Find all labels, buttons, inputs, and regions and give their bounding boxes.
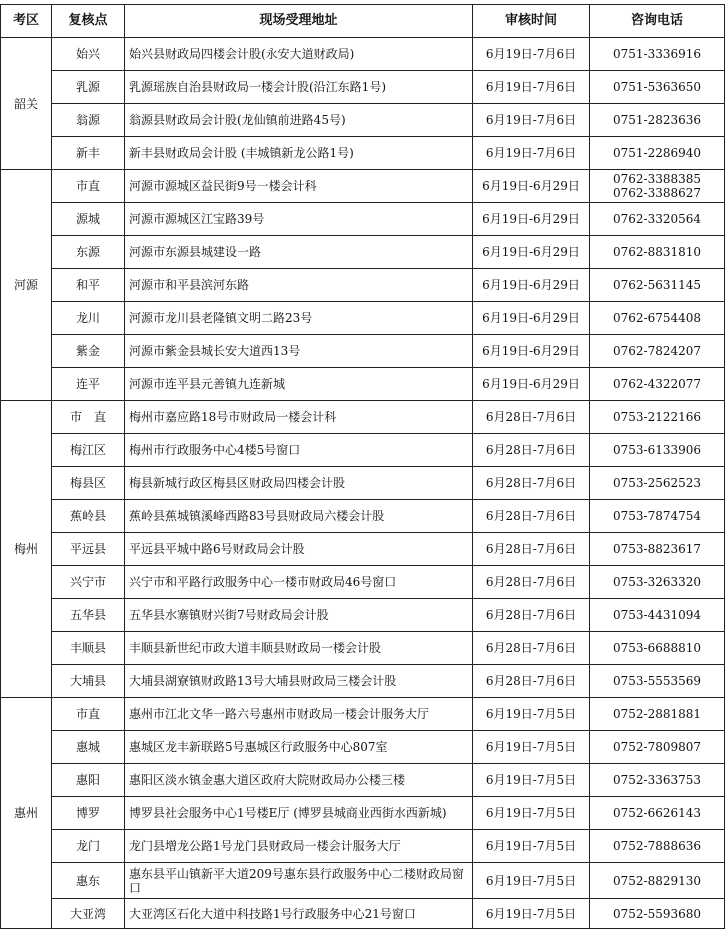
- header-review-point: 复核点: [52, 5, 125, 38]
- address-cell: 惠州市江北文华一路六号惠州市财政局一楼会计服务大厅: [125, 698, 473, 731]
- phone-cell: [590, 698, 725, 731]
- address-cell: 惠城区龙丰新联路5号惠城区行政服务中心807室: [125, 731, 473, 764]
- table-row: [1, 500, 725, 533]
- phone-cell: [590, 203, 725, 236]
- review-time-cell: 6月28日-7月6日: [473, 467, 590, 500]
- phone-number: 0753-5553569: [612, 674, 702, 688]
- phone-cell: [590, 269, 725, 302]
- phone-cell: [590, 71, 725, 104]
- review-point-cell: 惠阳: [52, 764, 125, 797]
- review-point-cell: 五华县: [52, 599, 125, 632]
- table-row: [1, 566, 725, 599]
- review-time-cell: 6月19日-6月29日: [473, 335, 590, 368]
- phone-cell: [590, 467, 725, 500]
- address-cell: 大亚湾区石化大道中科技路1号行政服务中心21号窗口: [125, 899, 473, 929]
- phone-number: 0753-6133906: [612, 443, 702, 457]
- address-cell: 梅县新城行政区梅县区财政局四楼会计股: [125, 467, 473, 500]
- phone-number: 0752-6626143: [612, 806, 702, 820]
- address-cell: 河源市源城区江宝路39号: [125, 203, 473, 236]
- review-point-cell: 龙川: [52, 302, 125, 335]
- header-phone: 咨询电话: [590, 5, 725, 38]
- region-cell: 惠州: [1, 698, 52, 929]
- review-point-cell: 乳源: [52, 71, 125, 104]
- phone-number: 0751-2286940: [612, 146, 702, 160]
- review-time-cell: 6月19日-7月5日: [473, 797, 590, 830]
- phone-cell: [590, 434, 725, 467]
- phone-cell: [590, 401, 725, 434]
- review-time-cell: 6月19日-7月6日: [473, 137, 590, 170]
- address-cell: 河源市源城区益民街9号一楼会计科: [125, 170, 473, 203]
- phone-number: 0762-6754408: [612, 311, 702, 325]
- phone-cell: [590, 566, 725, 599]
- phone-cell: [590, 830, 725, 863]
- table-row: [1, 269, 725, 302]
- table-row: [1, 533, 725, 566]
- review-time-cell: 6月19日-7月5日: [473, 698, 590, 731]
- phone-cell: [590, 104, 725, 137]
- address-cell: 河源市和平县滨河东路: [125, 269, 473, 302]
- review-time-cell: 6月19日-6月29日: [473, 302, 590, 335]
- review-point-cell: 市直: [52, 698, 125, 731]
- phone-number: 0753-8823617: [612, 542, 702, 556]
- phone-cell: [590, 38, 725, 71]
- header-address: 现场受理地址: [125, 5, 473, 38]
- table-row: [1, 104, 725, 137]
- phone-number: 0762-3388385: [612, 172, 702, 186]
- phone-cell: [590, 797, 725, 830]
- table-row: [1, 401, 725, 434]
- review-point-cell: 惠城: [52, 731, 125, 764]
- table-body: [1, 38, 725, 929]
- phone-number: 0753-2562523: [612, 476, 702, 490]
- phone-cell: [590, 302, 725, 335]
- phone-cell: [590, 665, 725, 698]
- phone-cell: [590, 599, 725, 632]
- review-time-cell: 6月28日-7月6日: [473, 533, 590, 566]
- header-review-time: 审核时间: [473, 5, 590, 38]
- table-row: [1, 665, 725, 698]
- review-point-cell: 翁源: [52, 104, 125, 137]
- review-time-cell: 6月19日-7月5日: [473, 863, 590, 899]
- review-point-cell: 平远县: [52, 533, 125, 566]
- table-row: [1, 38, 725, 71]
- review-point-cell: 大埔县: [52, 665, 125, 698]
- review-point-cell: 兴宁市: [52, 566, 125, 599]
- address-cell: 始兴县财政局四楼会计股(永安大道财政局): [125, 38, 473, 71]
- address-cell: 乳源瑶族自治县财政局一楼会计股(沿江东路1号): [125, 71, 473, 104]
- review-time-cell: 6月28日-7月6日: [473, 434, 590, 467]
- phone-number: 0762-7824207: [612, 344, 702, 358]
- review-time-cell: 6月28日-7月6日: [473, 599, 590, 632]
- table-row: [1, 731, 725, 764]
- header-row: [1, 5, 725, 38]
- phone-cell: [590, 500, 725, 533]
- phone-number: 0753-6688810: [612, 641, 702, 655]
- header-region: 考区: [1, 5, 52, 38]
- region-cell: 梅州: [1, 401, 52, 698]
- address-cell: 梅州市行政服务中心4楼5号窗口: [125, 434, 473, 467]
- address-cell: 翁源县财政局会计股(龙仙镇前进路45号): [125, 104, 473, 137]
- review-point-cell: 紫金: [52, 335, 125, 368]
- review-time-cell: 6月28日-7月6日: [473, 566, 590, 599]
- phone-number: 0752-7888636: [612, 839, 702, 853]
- table-row: [1, 170, 725, 203]
- review-time-cell: 6月19日-7月6日: [473, 38, 590, 71]
- review-time-cell: 6月19日-6月29日: [473, 203, 590, 236]
- phone-cell: [590, 170, 725, 203]
- address-cell: 惠东县平山镇新平大道209号惠东县行政服务中心二楼财政局窗口: [125, 863, 473, 899]
- review-time-cell: 6月19日-6月29日: [473, 236, 590, 269]
- address-cell: 蕉岭县蕉城镇溪峰西路83号县财政局六楼会计股: [125, 500, 473, 533]
- phone-number: 0762-8831810: [612, 245, 702, 259]
- address-cell: 河源市东源县城建设一路: [125, 236, 473, 269]
- review-point-cell: 梅县区: [52, 467, 125, 500]
- address-cell: 新丰县财政局会计股 (丰城镇新龙公路1号): [125, 137, 473, 170]
- phone-cell: [590, 731, 725, 764]
- review-point-cell: 市 直: [52, 401, 125, 434]
- address-cell: 梅州市嘉应路18号市财政局一楼会计科: [125, 401, 473, 434]
- phone-cell: [590, 764, 725, 797]
- review-point-cell: 市直: [52, 170, 125, 203]
- review-point-cell: 大亚湾: [52, 899, 125, 929]
- table-row: [1, 599, 725, 632]
- review-time-cell: 6月19日-7月5日: [473, 764, 590, 797]
- address-cell: 兴宁市和平路行政服务中心一楼市财政局46号窗口: [125, 566, 473, 599]
- phone-cell: [590, 533, 725, 566]
- table-row: [1, 434, 725, 467]
- table-row: [1, 236, 725, 269]
- table-row: [1, 71, 725, 104]
- phone-number: 0751-3336916: [612, 47, 702, 61]
- review-time-cell: 6月19日-6月29日: [473, 170, 590, 203]
- address-cell: 河源市连平县元善镇九连新城: [125, 368, 473, 401]
- address-cell: 五华县水寨镇财兴街7号财政局会计股: [125, 599, 473, 632]
- review-sites-table: [0, 4, 725, 929]
- address-cell: 龙门县增龙公路1号龙门县财政局一楼会计服务大厅: [125, 830, 473, 863]
- phone-number: 0762-5631145: [612, 278, 702, 292]
- table-row: [1, 335, 725, 368]
- table-row: [1, 899, 725, 929]
- table-row: [1, 302, 725, 335]
- review-point-cell: 丰顺县: [52, 632, 125, 665]
- phone-number: 0762-3320564: [612, 212, 702, 226]
- table-row: [1, 137, 725, 170]
- phone-cell: [590, 863, 725, 899]
- region-cell: 韶关: [1, 38, 52, 170]
- review-time-cell: 6月19日-6月29日: [473, 368, 590, 401]
- review-point-cell: 梅江区: [52, 434, 125, 467]
- table-row: [1, 698, 725, 731]
- phone-number: 0753-7874754: [612, 509, 702, 523]
- review-time-cell: 6月28日-7月6日: [473, 632, 590, 665]
- review-point-cell: 源城: [52, 203, 125, 236]
- phone-number: 0753-3263320: [612, 575, 702, 589]
- review-time-cell: 6月19日-7月6日: [473, 71, 590, 104]
- review-time-cell: 6月28日-7月6日: [473, 500, 590, 533]
- phone-cell: [590, 137, 725, 170]
- review-point-cell: 和平: [52, 269, 125, 302]
- review-point-cell: 惠东: [52, 863, 125, 899]
- address-cell: 河源市紫金县城长安大道西13号: [125, 335, 473, 368]
- phone-number: 0752-8829130: [612, 873, 702, 888]
- phone-number: 0752-3363753: [612, 773, 702, 787]
- review-point-cell: 蕉岭县: [52, 500, 125, 533]
- phone-number: 0752-7809807: [612, 740, 702, 754]
- review-point-cell: 东源: [52, 236, 125, 269]
- review-time-cell: 6月28日-7月6日: [473, 665, 590, 698]
- phone-number: 0751-5363650: [612, 80, 702, 94]
- review-time-cell: 6月19日-7月5日: [473, 830, 590, 863]
- address-cell: 平远县平城中路6号财政局会计股: [125, 533, 473, 566]
- phone-number: 0762-3388627: [612, 186, 702, 200]
- table-row: [1, 467, 725, 500]
- review-time-cell: 6月19日-7月5日: [473, 899, 590, 929]
- phone-cell: [590, 632, 725, 665]
- phone-number: 0762-4322077: [612, 377, 702, 391]
- table-row: [1, 632, 725, 665]
- table-row: [1, 764, 725, 797]
- phone-number: 0751-2823636: [612, 113, 702, 127]
- review-point-cell: 连平: [52, 368, 125, 401]
- phone-cell: [590, 368, 725, 401]
- phone-number: 0752-5593680: [612, 906, 702, 921]
- phone-cell: [590, 899, 725, 929]
- review-point-cell: 始兴: [52, 38, 125, 71]
- address-cell: 博罗县社会服务中心1号楼E厅 (博罗县城商业西街水西新城): [125, 797, 473, 830]
- table-row: [1, 368, 725, 401]
- review-point-cell: 龙门: [52, 830, 125, 863]
- phone-number: 0753-2122166: [612, 410, 702, 424]
- review-time-cell: 6月19日-7月6日: [473, 104, 590, 137]
- review-time-cell: 6月19日-7月5日: [473, 731, 590, 764]
- table-row: [1, 203, 725, 236]
- address-cell: 河源市龙川县老隆镇文明二路23号: [125, 302, 473, 335]
- address-cell: 丰顺县新世纪市政大道丰顺县财政局一楼会计股: [125, 632, 473, 665]
- phone-number: 0753-4431094: [612, 608, 702, 622]
- phone-cell: [590, 335, 725, 368]
- region-cell: 河源: [1, 170, 52, 401]
- phone-number: 0752-2881881: [612, 707, 702, 721]
- table-row: [1, 797, 725, 830]
- review-time-cell: 6月19日-6月29日: [473, 269, 590, 302]
- address-cell: 惠阳区淡水镇金惠大道区政府大院财政局办公楼三楼: [125, 764, 473, 797]
- review-time-cell: 6月28日-7月6日: [473, 401, 590, 434]
- address-cell: 大埔县湖寮镇财政路13号大埔县财政局三楼会计股: [125, 665, 473, 698]
- phone-cell: [590, 236, 725, 269]
- table-row: [1, 830, 725, 863]
- review-point-cell: 博罗: [52, 797, 125, 830]
- table-row: [1, 863, 725, 899]
- review-point-cell: 新丰: [52, 137, 125, 170]
